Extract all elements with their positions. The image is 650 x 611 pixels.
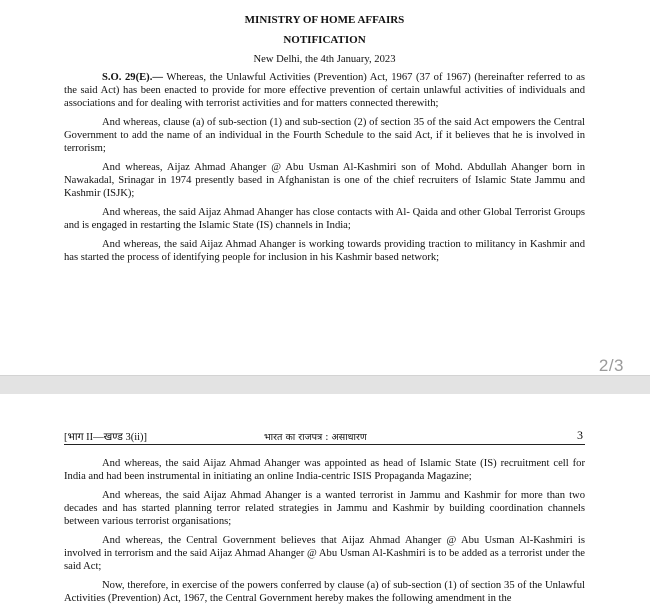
so-number: S.O. 29(E).— bbox=[102, 72, 163, 83]
header-part-section: [भाग II—खण्ड 3(ii)] bbox=[64, 432, 148, 443]
paragraph-7: And whereas, the said Aijaz Ahmad Ahanger is a wanted terrorist in Jammu and Kashmir for more than two decades and has started planning terror related strategies in Jammu and Kashmir by building coordination channels between various terrorist organisations; bbox=[64, 490, 585, 527]
paragraph-4: And whereas, the said Aijaz Ahmad Ahanger has close contacts with Al- Qaida and other Global Terrorist Groups and is engaged in restarting the Islamic State (IS) channels in India; bbox=[64, 207, 585, 231]
paragraph-1 bbox=[64, 71, 585, 110]
notification-date: New Delhi, the 4th January, 2023 bbox=[253, 54, 396, 65]
paragraph-3: And whereas, Aijaz Ahmad Ahanger @ Abu Usman Al-Kashmiri son of Mohd. Abdullah Ahanger born in Nawakadal, Srinagar in 1974 presently based in Afghanistan is one of the chief recruiters of Islamic State Jammu and Kashmir (ISJK); bbox=[64, 162, 585, 199]
paragraph-5: And whereas, the said Aijaz Ahmad Ahanger is working towards providing traction to militancy in Kashmir and has started the process of identifying people for inclusion in his Kashmir based network; bbox=[64, 239, 585, 263]
notification-heading: NOTIFICATION bbox=[283, 34, 366, 46]
page-content bbox=[64, 457, 585, 611]
paragraph-8: And whereas, the Central Government believes that Aijaz Ahmad Ahanger @ Abu Usman Al-Kashmiri is involved in terrorism and the said Aijaz Ahmad Ahanger @ Abu Usman Al-Kashmiri is to be added as a terrorist under the said Act; bbox=[64, 535, 585, 572]
header-page-number: 3 bbox=[577, 428, 583, 442]
paragraph-6: And whereas, the said Aijaz Ahmad Ahanger was appointed as head of Islamic State (IS) recruitment cell for India and had been instrumental in initiating an online India-centric ISIS Propaganda Magazine; bbox=[64, 458, 585, 482]
page-separator bbox=[0, 375, 650, 395]
page-indicator: 2/3 bbox=[598, 356, 624, 375]
page-content bbox=[64, 14, 585, 270]
header-gazette-title: भारत का राजपत्र : असाधारण bbox=[264, 432, 367, 443]
paragraph-9: Now, therefore, in exercise of the powers conferred by clause (a) of sub-section (1) of section 35 of the Unlawful Activities (Prevention) Act, 1967, the Central Government hereby makes the following amendment in the bbox=[64, 580, 585, 604]
paragraph-1-text: Whereas, the Unlawful Activities (Prevention) Act, 1967 (37 of 1967) (hereinafter referred to as the said Act) has been enacted to provide for more effective prevention of certain unlawful activities of individuals and associations and for dealing with terrorist activities and for matters connected therewith; bbox=[64, 72, 585, 109]
paragraph-2: And whereas, clause (a) of sub-section (1) and sub-section (2) of section 35 of the said Act empowers the Central Government to add the name of an individual in the Fourth Schedule to the said Act, if it believes that he is involved in terrorism; bbox=[64, 117, 585, 154]
document-page-3 bbox=[0, 394, 650, 604]
gazette-running-header bbox=[64, 428, 585, 445]
ministry-heading: MINISTRY OF HOME AFFAIRS bbox=[244, 14, 405, 26]
